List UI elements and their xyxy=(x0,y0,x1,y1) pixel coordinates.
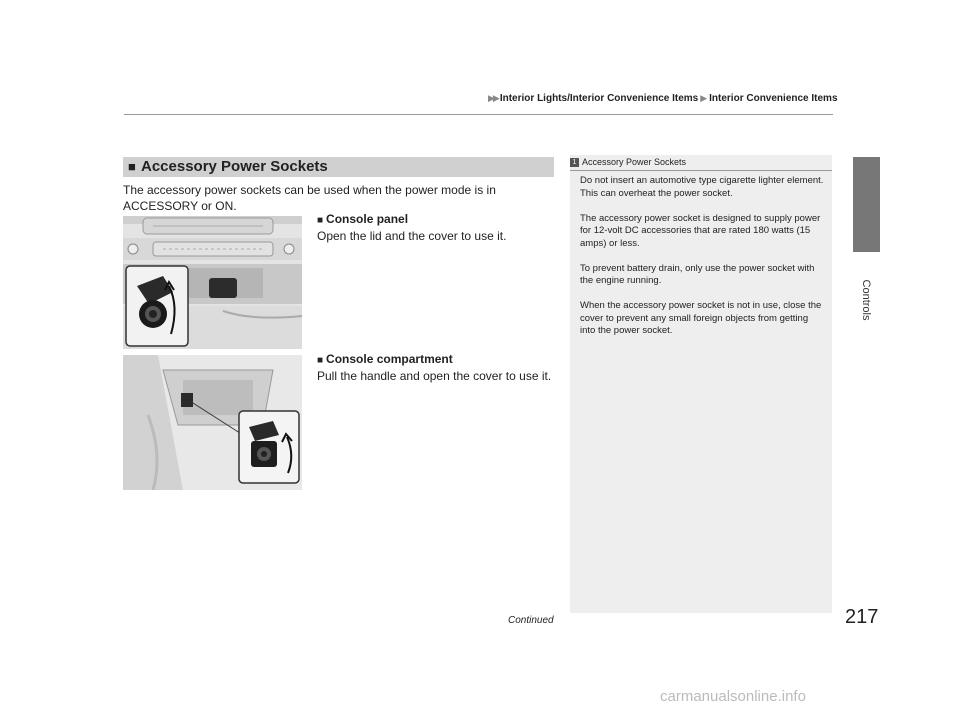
watermark: carmanualsonline.info xyxy=(660,688,806,705)
note-number-badge: 1 xyxy=(570,158,579,167)
arrow-icon: ▶ xyxy=(700,93,708,103)
console-compartment-text: Pull the handle and open the cover to use it. xyxy=(317,369,552,383)
note-paragraph: When the accessory power socket is not in use, close the cover to prevent any small foreign objects from getting into the power socket. xyxy=(580,300,822,336)
console-compartment-heading-text: Console compartment xyxy=(326,352,453,366)
console-panel-image xyxy=(123,216,302,349)
note-paragraph: The accessory power socket is designed to supply power for 12-volt DC accessories that are rated 180 watts (15 amps) or less. xyxy=(580,212,821,249)
breadcrumb xyxy=(488,93,838,104)
console-compartment-heading xyxy=(317,352,453,366)
note-divider xyxy=(570,170,832,171)
note-body xyxy=(580,175,826,350)
note-title: Accessory Power Sockets xyxy=(582,157,687,167)
square-bullet-icon: ■ xyxy=(317,215,324,226)
section-tab-marker xyxy=(853,157,880,252)
section-heading-bar xyxy=(123,157,554,177)
square-bullet-icon: ■ xyxy=(317,355,324,366)
note-paragraph: To prevent battery drain, only use the power socket with the engine running. xyxy=(580,262,815,286)
breadcrumb-item-convenience[interactable]: Interior Convenience Items xyxy=(709,93,838,104)
breadcrumb-item-interior-lights[interactable]: Interior Lights/Interior Convenience Items xyxy=(499,93,699,104)
note-paragraph: Do not insert an automotive type cigarette lighter element. This can overheat the power socket. xyxy=(580,175,824,199)
console-panel-heading xyxy=(317,212,408,226)
console-panel-heading-text: Console panel xyxy=(326,212,409,226)
console-compartment-image xyxy=(123,355,302,490)
note-header xyxy=(570,157,686,167)
intro-paragraph: The accessory power sockets can be used when the power mode is in ACCESSORY or ON. xyxy=(123,183,496,213)
continued-label: Continued xyxy=(508,615,554,626)
side-tab-label[interactable]: Controls xyxy=(860,279,872,321)
page-number: 217 xyxy=(845,606,879,628)
square-bullet-icon: ■ xyxy=(128,159,136,174)
console-panel-text: Open the lid and the cover to use it. xyxy=(317,229,507,243)
double-arrow-icon: ▶▶ xyxy=(488,93,498,103)
header-divider xyxy=(124,114,833,115)
section-title: Accessory Power Sockets xyxy=(141,158,328,175)
